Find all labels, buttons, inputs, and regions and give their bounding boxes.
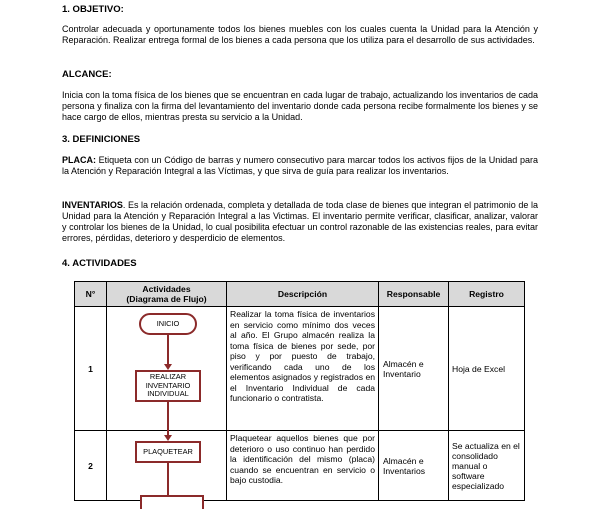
flow-connector — [167, 402, 169, 432]
objetivo-text: Controlar adecuada y oportunamente todos los bienes muebles con los cuales cuenta la Unidad para la Atención y Reparación. Realizar entrega formal de los bienes a cada persona que los utiliza para el desarrollo de sus actividades. — [62, 24, 538, 45]
row-desc: Plaquetear aquellos bienes que por deterioro o uso continuo han perdido la identificación del mismo (placa) cuando se encuentran en servicio o bajo custodia. — [227, 431, 379, 501]
header-reg: Registro — [449, 282, 525, 307]
row-reg: Hoja de Excel — [449, 307, 525, 431]
alcance-heading: ALCANCE: — [62, 69, 112, 80]
definicion-placa — [62, 155, 538, 177]
header-flow-line1: Actividades — [142, 284, 191, 294]
header-resp: Responsable — [379, 282, 449, 307]
row-resp: Almacén e Inventarios — [379, 431, 449, 501]
row-num: 1 — [75, 307, 107, 431]
header-flow — [107, 282, 227, 307]
actividades-table — [74, 281, 525, 501]
actividades-heading: 4. ACTIVIDADES — [62, 258, 137, 269]
header-flow-line2: (Diagrama de Flujo) — [126, 294, 207, 304]
row-resp: Almacén e Inventario — [379, 307, 449, 431]
definicion-inventarios — [62, 200, 538, 244]
row-reg: Se actualiza en el consolidado manual o software especializado — [449, 431, 525, 501]
placa-text: Etiqueta con un Código de barras y numero consecutivo para marcar todos los activos fijos de la Unidad para la Atención y Reparación Integral a las Víctimas, y que sirva de guía para realizar los inventarios. — [62, 155, 538, 176]
header-desc: Descripción — [227, 282, 379, 307]
definiciones-heading: 3. DEFINICIONES — [62, 134, 141, 145]
placa-term: PLACA: — [62, 155, 96, 165]
flow-step-box: PLAQUETEAR — [135, 441, 201, 463]
row-num: 2 — [75, 431, 107, 501]
header-num: N° — [75, 282, 107, 307]
objetivo-heading: 1. OBJETIVO: — [62, 4, 124, 15]
row-desc: Realizar la toma física de inventarios en servicio como mínimo dos veces al año. El Grupo almacén realiza la toma física de bienes por sede, por piso y por puesto de trabajo, verificando cada uno de los elementos asignados y registrados en el Inventario Individual de cada funcionario o contratista. — [227, 307, 379, 431]
flow-step-box-partial — [140, 495, 204, 509]
flow-connector — [167, 335, 169, 365]
inventarios-term: INVENTARIOS — [62, 200, 123, 210]
table-row — [75, 431, 525, 501]
alcance-text: Inicia con la toma física de los bienes que se encuentran en cada lugar de trabajo, actualizando los inventarios de cada persona y finaliza con la firma del levantamiento del inventario donde cada persona recibe formalmente los bienes y se hace cargo de ellos, mientras presta su servicio a la Unidad. — [62, 90, 538, 122]
flow-cell — [107, 431, 227, 501]
flow-cell — [107, 307, 227, 431]
inventarios-text: . Es la relación ordenada, completa y detallada de toda clase de bienes que integran el patrimonio de la Unidad para la Atención y Reparación Integral a las Victimas. El inventario permite verificar, clasificar, analizar, valorar y controlar los bienes de la Unidad, lo cual posibilita efectuar un control razonable de las existencias reales, para evitar errores, pérdidas, deterioro y desperdicio de elementos. — [62, 200, 538, 243]
flow-start-terminal: INICIO — [139, 313, 197, 335]
flow-step-box: REALIZAR INVENTARIO INDIVIDUAL — [135, 370, 201, 402]
table-header-row — [75, 282, 525, 307]
table-row — [75, 307, 525, 431]
